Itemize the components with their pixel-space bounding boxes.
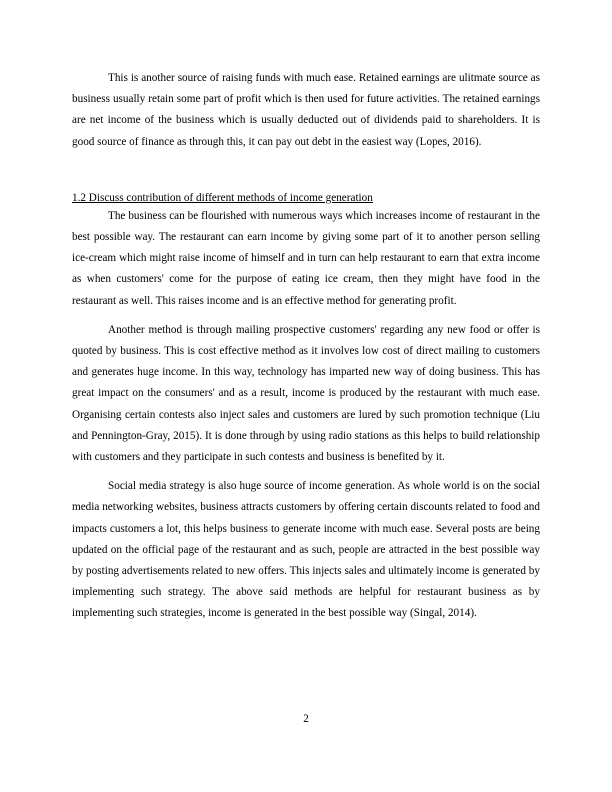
spacer (72, 312, 540, 320)
document-page (72, 68, 540, 625)
paragraph-retained-earnings: This is another source of raising funds with much ease. Retained earnings are ulitmate source as business usually retain some part of profit which is then used for future activities. The retained earnings are net income of the business which is usually deducted out of dividends paid to shareholders. It is good source of finance as through this, it can pay out debt in the easiest way (Lopes, 2016). (72, 72, 540, 148)
paragraph-mailing: Another method is through mailing prospective customers' regarding any new food or offer is quoted by business. This is cost effective method as it involves low cost of direct mailing to customers and generates huge income. In this way, technology has imparted new way of doing business. This has great impact on the consumers' and as a result, income is produced by the restaurant with much ease. Organising certain contests also inject sales and customers are lured by such promotion technique (Liu and Pennington-Gray, 2015). It is done through by using radio stations as this helps to build relationship with customers and they participate in such contests and business is benefited by it. (72, 323, 540, 464)
spacer (72, 153, 540, 190)
page-number: 2 (303, 713, 309, 725)
section-heading: 1.2 Discuss contribution of different methods of income generation (72, 191, 373, 204)
paragraph-ice-cream: The business can be flourished with numerous ways which increases income of restaurant in the best possible way. The restaurant can earn income by giving some part of it to another person selling ice-cream which might raise income of himself and in turn can help restaurant to earn that extra income as when customers' come for the purpose of eating ice cream, then they might have food in the restaurant as well. This raises income and is an effective method for generating profit. (72, 209, 540, 307)
paragraph-social-media: Social media strategy is also huge source of income generation. As whole world is on the social media networking websites, business attracts customers by offering certain discounts related to food and impacts customers a lot, this helps business to generate income with much ease. Several posts are being updated on the official page of the restaurant and as such, people are attracted in the best possible way by posting advertisements related to new offers. This injects sales and ultimately income is generated by implementing such strategy. The above said methods are helpful for restaurant business as by implementing such strategies, income is generated in the best possible way (Singal, 2014). (72, 480, 540, 620)
spacer (72, 468, 540, 476)
